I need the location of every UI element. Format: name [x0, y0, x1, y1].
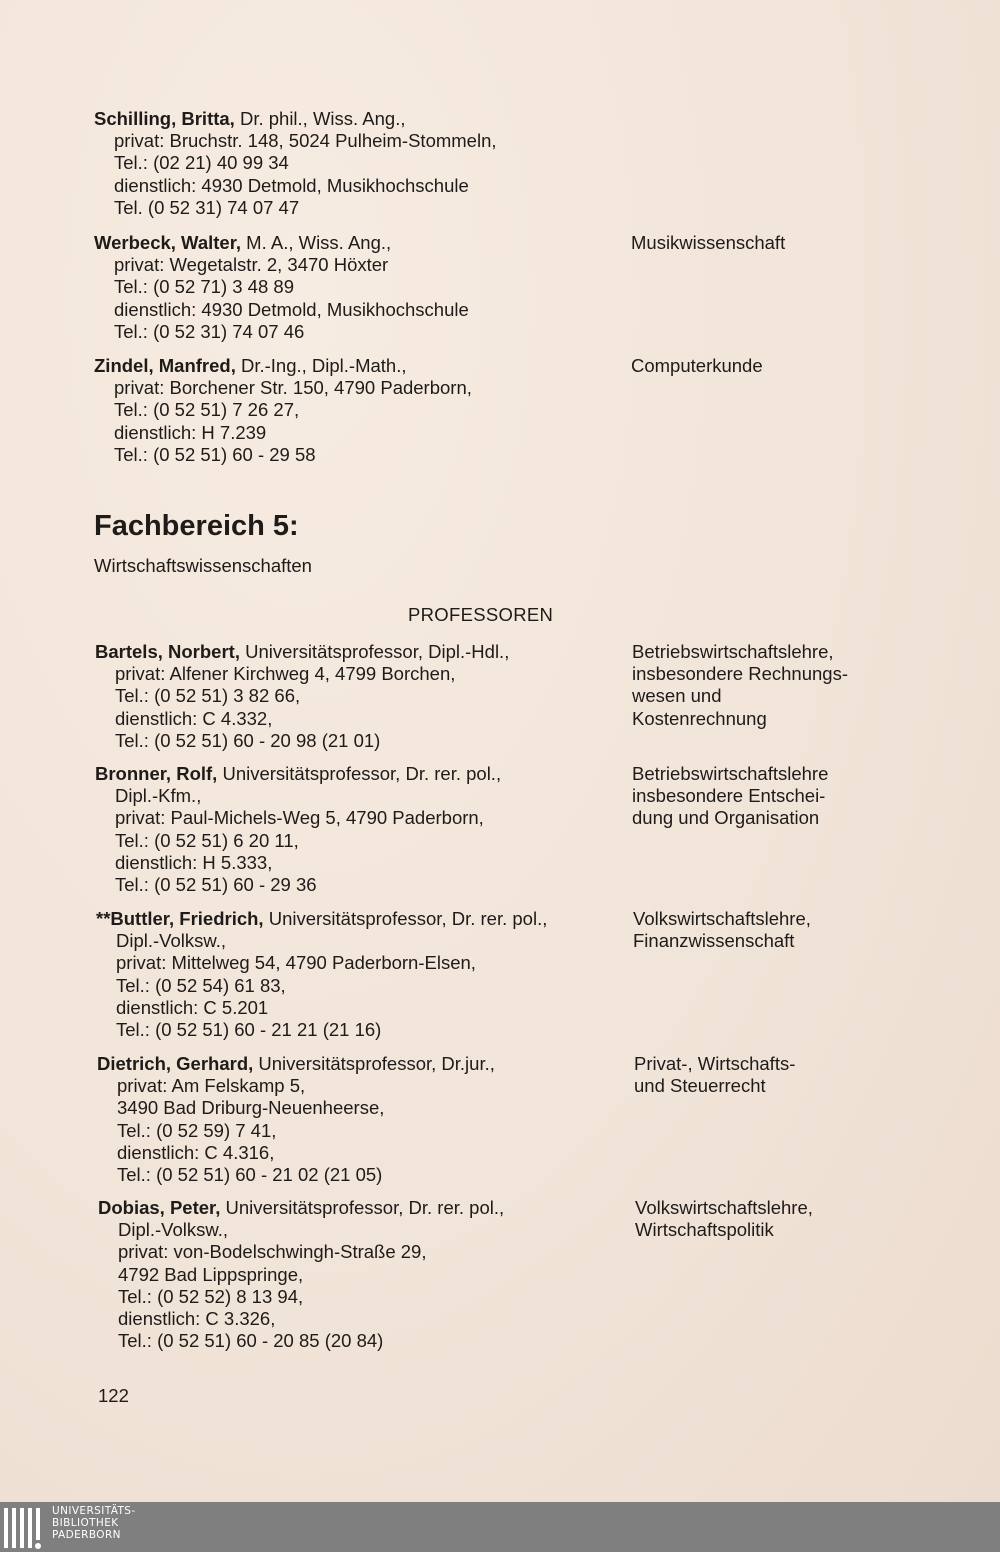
- library-name-line: BIBLIOTHEK: [52, 1517, 119, 1529]
- entry-line: privat: Paul-Michels-Weg 5, 4790 Paderborn,: [115, 807, 484, 829]
- entry-line: Tel.: (0 52 51) 60 - 20 85 (20 84): [118, 1330, 384, 1352]
- person-name: Zindel, Manfred,: [94, 355, 236, 376]
- directory-entry: [94, 108, 954, 219]
- directory-entry: [97, 1053, 957, 1186]
- library-footer: [0, 1502, 1000, 1552]
- page-number: 122: [98, 1385, 129, 1406]
- subject-area: Volkswirtschaftslehre, Finanzwissenschaft: [633, 908, 811, 952]
- entry-line: Tel.: (0 52 51) 6 20 11,: [115, 829, 299, 851]
- person-name: Dietrich, Gerhard,: [97, 1053, 254, 1074]
- person-title: M. A., Wiss. Ang.,: [241, 232, 392, 253]
- entry-line: dienstlich: H 5.333,: [115, 851, 273, 873]
- person-name: Schilling, Britta,: [94, 108, 235, 129]
- person-name: Werbeck, Walter,: [94, 232, 242, 253]
- entry-line: Tel.: (0 52 51) 3 82 66,: [115, 685, 301, 707]
- entry-line: Tel. (0 52 31) 74 07 47: [114, 196, 300, 218]
- entry-line: Tel.: (0 52 51) 60 - 20 98 (21 01): [115, 729, 381, 751]
- directory-entry: [95, 763, 955, 896]
- directory-entry: [94, 355, 954, 466]
- entry-line: 3490 Bad Driburg-Neuenheerse,: [117, 1097, 385, 1119]
- entry-line: Tel.: (0 52 71) 3 48 89: [114, 276, 294, 298]
- directory-entry: [94, 232, 954, 343]
- entry-line: dienstlich: 4930 Detmold, Musikhochschule: [114, 298, 469, 320]
- entry-line: privat: Bruchstr. 148, 5024 Pulheim-Stommeln,: [114, 130, 497, 152]
- library-barcode-logo-icon: [4, 1506, 46, 1550]
- entry-line: Tel.: (0 52 51) 60 - 29 58: [114, 443, 316, 465]
- entry-line: privat: Alfener Kirchweg 4, 4799 Borchen,: [115, 663, 456, 685]
- directory-entry: [95, 641, 955, 752]
- entry-line: Tel.: (02 21) 40 99 34: [114, 152, 289, 174]
- subject-area: Privat-, Wirtschafts- und Steuerrecht: [634, 1053, 796, 1097]
- person-title: Universitätsprofessor, Dr. rer. pol.,: [220, 1197, 505, 1218]
- library-name-line: UNIVERSITÄTS-: [52, 1505, 136, 1517]
- person-name: **Buttler, Friedrich,: [96, 908, 264, 929]
- entry-line: Tel.: (0 52 31) 74 07 46: [114, 320, 305, 342]
- entry-line: 4792 Bad Lippspringe,: [118, 1263, 304, 1285]
- entry-line: dienstlich: C 3.326,: [118, 1308, 276, 1330]
- section-subtitle: Wirtschaftswissenschaften: [94, 555, 312, 576]
- person-name: Dobias, Peter,: [98, 1197, 221, 1218]
- entry-line: dienstlich: C 4.316,: [117, 1141, 275, 1163]
- subject-area: Volkswirtschaftslehre, Wirtschaftspolitik: [635, 1197, 813, 1241]
- person-name: Bronner, Rolf,: [95, 763, 218, 784]
- subject-area: Musikwissenschaft: [631, 232, 786, 253]
- group-heading: PROFESSOREN: [408, 604, 554, 625]
- entry-line: dienstlich: 4930 Detmold, Musikhochschule: [114, 174, 469, 196]
- entry-line: Dipl.-Volksw.,: [116, 930, 227, 952]
- entry-line: privat: Am Felskamp 5,: [117, 1075, 306, 1097]
- entry-line: dienstlich: C 5.201: [116, 996, 269, 1018]
- subject-area: Computerkunde: [631, 355, 763, 376]
- entry-line: privat: Borchener Str. 150, 4790 Paderborn,: [114, 377, 472, 399]
- person-title: Universitätsprofessor, Dipl.-Hdl.,: [239, 641, 510, 662]
- directory-entry: [96, 908, 956, 1041]
- entry-line: Tel.: (0 52 51) 7 26 27,: [114, 399, 300, 421]
- section-title: Fachbereich 5:: [94, 510, 299, 542]
- person-title: Dr. phil., Wiss. Ang.,: [234, 108, 406, 129]
- entry-line: Tel.: (0 52 51) 60 - 21 02 (21 05): [117, 1164, 383, 1186]
- person-title: Universitätsprofessor, Dr. rer. pol.,: [263, 908, 548, 929]
- library-name-line: PADERBORN: [52, 1529, 121, 1541]
- entry-line: Dipl.-Volksw.,: [118, 1219, 229, 1241]
- entry-line: privat: von-Bodelschwingh-Straße 29,: [118, 1241, 427, 1263]
- entry-line: Tel.: (0 52 52) 8 13 94,: [118, 1285, 304, 1307]
- entry-line: Tel.: (0 52 51) 60 - 29 36: [115, 874, 317, 896]
- directory-entry: [98, 1197, 958, 1352]
- entry-line: Tel.: (0 52 51) 60 - 21 21 (21 16): [116, 1019, 382, 1041]
- entry-line: Tel.: (0 52 54) 61 83,: [116, 974, 286, 996]
- entry-line: privat: Mittelweg 54, 4790 Paderborn-Elsen,: [116, 952, 476, 974]
- person-title: Universitätsprofessor, Dr. rer. pol.,: [217, 763, 502, 784]
- entry-line: dienstlich: C 4.332,: [115, 707, 273, 729]
- library-name: [52, 1505, 136, 1541]
- entry-line: Dipl.-Kfm.,: [115, 785, 202, 807]
- subject-area: Betriebswirtschaftslehre, insbesondere Rechnungs- wesen und Kostenrechnung: [632, 641, 848, 729]
- entry-line: Tel.: (0 52 59) 7 41,: [117, 1119, 277, 1141]
- person-title: Universitätsprofessor, Dr.jur.,: [253, 1053, 495, 1074]
- entry-line: privat: Wegetalstr. 2, 3470 Höxter: [114, 254, 389, 276]
- person-title: Dr.-Ing., Dipl.-Math.,: [235, 355, 407, 376]
- subject-area: Betriebswirtschaftslehre insbesondere Entschei- dung und Organisation: [632, 763, 829, 829]
- person-name: Bartels, Norbert,: [95, 641, 240, 662]
- entry-line: dienstlich: H 7.239: [114, 421, 267, 443]
